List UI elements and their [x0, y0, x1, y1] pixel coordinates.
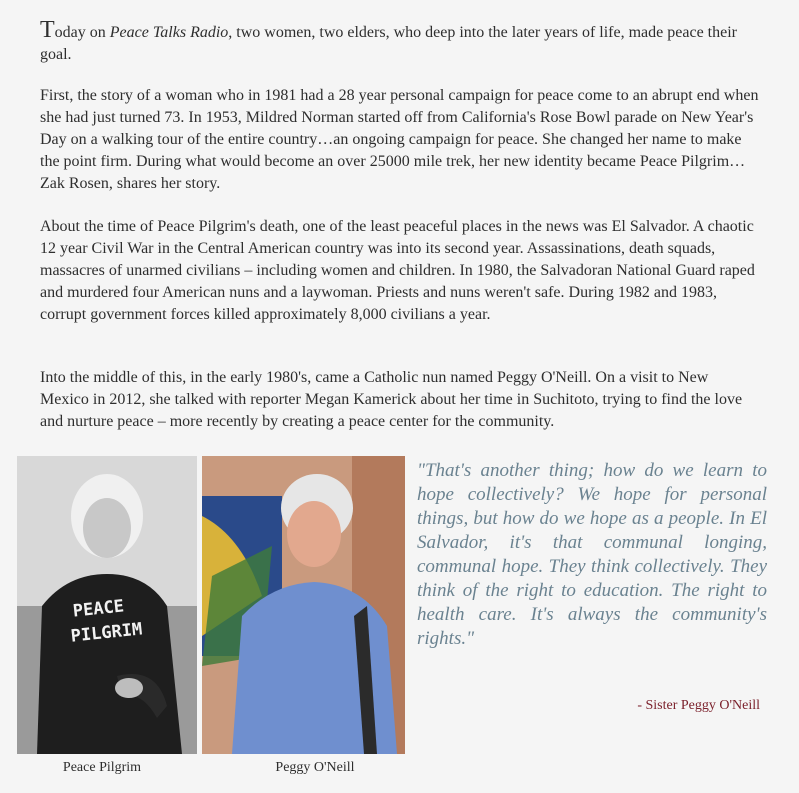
quote-attribution: - Sister Peggy O'Neill: [637, 698, 760, 713]
show-title: Peace Talks Radio: [109, 24, 229, 41]
peggy-oneill-photo: [202, 456, 405, 754]
peace-pilgrim-caption: Peace Pilgrim: [62, 760, 142, 775]
peggy-oneill-illustration: [202, 456, 405, 754]
shirt-text-pilgrim: PILGRIM: [69, 619, 144, 647]
peggy-oneill-paragraph: Into the middle of this, in the early 1980's, came a Catholic nun named Peggy O'Neill. On a visit to New Mexico in 2012, she talked with reporter Megan Kamerick about her time in Suchitoto, trying to find the love and nurture peace – more recently by creating a peace center for the community.: [40, 369, 743, 430]
drop-cap: T: [40, 17, 55, 43]
el-salvador-paragraph: About the time of Peace Pilgrim's death, one of the least peaceful places in the news was El Salvador. A chaotic 12 year Civil War in the Central American country was into its second year. Assassinations, death squads, massacres of unarmed civilians – including women and children. In 1980, the Salvadoran National Guard raped and murdered four American nuns and a laywoman. Priests and nuns weren't safe. During 1982 and 1983, corrupt government forces killed approximately 8,000 civilians a year.: [40, 218, 755, 323]
intro-paragraph: [40, 19, 760, 66]
peace-pilgrim-paragraph: First, the story of a woman who in 1981 had a 28 year personal campaign for peace come to an abrupt end when she had just turned 73. In 1953, Mildred Norman started off from California's Rose Bowl parade on New Year's Day on a walking tour of the entire country…an ongoing campaign for peace. She changed her name to make the point firm. During what would become an over 25000 mile trek, her new identity became Peace Pilgrim… Zak Rosen, shares her story.: [40, 87, 759, 192]
peace-pilgrim-illustration: [17, 456, 197, 754]
shirt-text-peace: PEACE: [71, 596, 125, 622]
peace-pilgrim-photo: [17, 456, 197, 754]
intro-rest: , two women, two elders, who deep into the later years of life, made peace their goal.: [40, 24, 737, 63]
peggy-oneill-caption: Peggy O'Neill: [275, 760, 355, 775]
intro-lead: oday on: [54, 24, 110, 41]
pull-quote: "That's another thing; how do we learn to hope collectively? We hope for personal things, but how do we hope as a people. In El Salvador, it's that communal longing, communal hope. They think collectively. They think of the right to education. The right to health care. It's always the community's rights.": [417, 460, 767, 649]
